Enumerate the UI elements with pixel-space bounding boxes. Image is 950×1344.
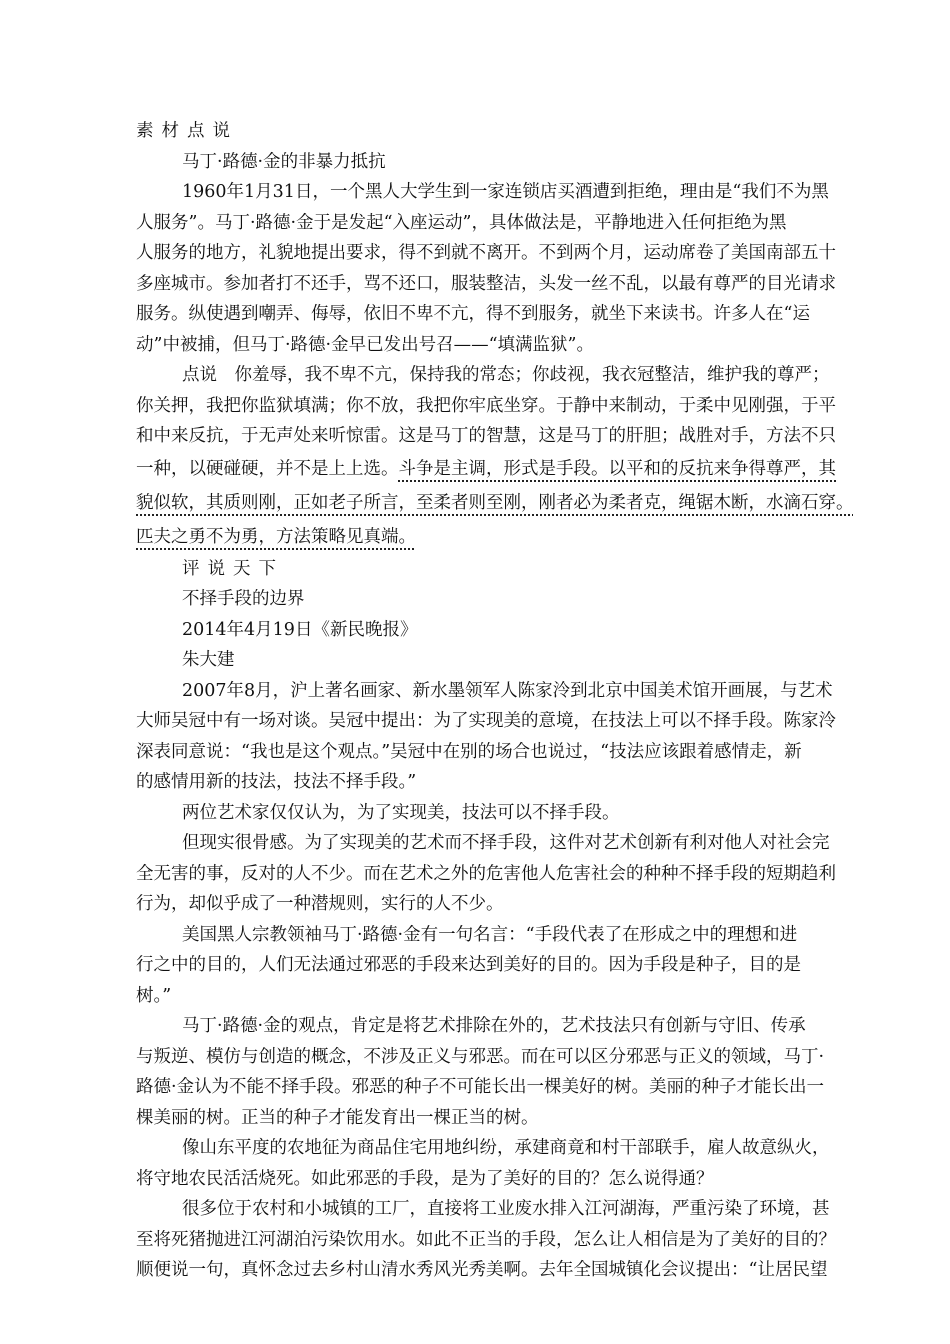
text-line: 深表同意说：“我也是这个观点。”吴冠中在别的场合也说过，“技法应该跟着感情走，新 bbox=[136, 741, 802, 762]
text-line: 美国黑人宗教领袖马丁·路德·金有一句名言：“手段代表了在形成之中的理想和进 bbox=[182, 924, 798, 945]
article-author: 朱大建 bbox=[182, 650, 235, 670]
text-line: 你关押，我把你监狱填满；你不放，我把你牢底坐穿。于静中来制动，于柔中见刚强，于平 bbox=[136, 395, 836, 416]
emphasized-text: 匹夫之勇不为勇，方法策略见真端。 bbox=[136, 526, 416, 547]
text-line: 大师吴冠中有一场对谈。吴冠中提出：为了实现美的意境，在技法上可以不择手段。陈家泠 bbox=[136, 711, 836, 731]
text-line: 1960年1月31日，一个黑人大学生到一家连锁店买酒遭到拒绝，理由是“我们不为黑 bbox=[182, 182, 829, 202]
plain-text: 一种，以硬碰硬，并不是上上选。 bbox=[136, 458, 399, 479]
text-line: 行之中的目的，人们无法通过邪恶的手段来达到美好的目的。因为手段是种子，目的是 bbox=[136, 955, 801, 975]
text-line: 两位艺术家仅仅认为，为了实现美，技法可以不择手段。 bbox=[182, 802, 620, 823]
article-paragraph bbox=[136, 1011, 826, 1133]
text-line: 的感情用新的技法，技法不择手段。” bbox=[136, 772, 417, 792]
text-line: 多座城市。参加者打不还手，骂不还口，服装整洁，头发一丝不乱，以最有尊严的目光请求 bbox=[136, 273, 836, 294]
article-paragraph bbox=[136, 798, 826, 829]
text-line: 很多位于农村和小城镇的工厂，直接将工业废水排入江河湖海，严重污染了环境，甚 bbox=[182, 1199, 830, 1219]
text-line: 树。” bbox=[136, 985, 172, 1006]
text-line: 人服务的地方，礼貌地提出要求，得不到就不离开。不到两个月，运动席卷了美国南部五十 bbox=[136, 243, 836, 263]
text-line: 人服务”。马丁·路德·金于是发起“入座运动”，具体做法是，平静地进入任何拒绝为黑 bbox=[136, 212, 787, 233]
text-line: 全无害的事，反对的人不少。而在艺术之外的危害他人危害社会的种种不择手段的短期趋利 bbox=[136, 863, 836, 884]
text-line: 动”中被捕，但马丁·路德·金早已发出号召——“填满监狱”。 bbox=[136, 334, 594, 355]
text-line: 2007年8月，沪上著名画家、新水墨领军人陈家泠到北京中国美术馆开画展，与艺术 bbox=[182, 680, 833, 701]
section-heading-commentary: 评说天下 bbox=[182, 558, 284, 579]
comment-paragraph bbox=[136, 360, 854, 554]
text-line: 顺便说一句，真怀念过去乡村山清水秀风光秀美啊。去年全国城镇化会议提出：“让居民望 bbox=[136, 1260, 828, 1280]
document-page bbox=[136, 116, 854, 1286]
text-line: 将守地农民活活烧死。如此邪恶的手段，是为了美好的目的？怎么说得通？ bbox=[136, 1168, 714, 1189]
section-heading-material: 素材点说 bbox=[136, 121, 238, 141]
emphasized-text: 貌似软，其质则刚，正如老子所言，至柔者则至刚，刚者必为柔者克，绳锯木断，水滴石穿。 bbox=[136, 492, 854, 513]
article-paragraph bbox=[136, 676, 836, 798]
article-paragraph bbox=[136, 920, 826, 1012]
article-title: 不择手段的边界 bbox=[182, 589, 305, 609]
text-line bbox=[136, 452, 836, 486]
text-line: 行为，却似乎成了一种潜规则，实行的人不少。 bbox=[136, 894, 504, 914]
text-line: 点说 你羞辱，我不卑不亢，保持我的常态；你歧视，我衣冠整洁，维护我的尊严； bbox=[182, 365, 830, 385]
text-line: 服务。纵使遇到嘲弄、侮辱，依旧不卑不亢，得不到服务，就坐下来读书。许多人在“运 bbox=[136, 304, 810, 324]
material-paragraph bbox=[136, 177, 836, 360]
emphasized-text: 斗争是主调，形式是手段。以平和的反抗来争得尊严，其 bbox=[398, 458, 836, 479]
text-line: 和中来反抗，于无声处来听惊雷。这是马丁的智慧，这是马丁的肝胆；战胜对手，方法不只 bbox=[136, 426, 836, 446]
text-line: 棵美丽的树。正当的种子才能发育出一棵正当的树。 bbox=[136, 1107, 539, 1128]
article-paragraph bbox=[136, 828, 836, 920]
text-line: 路德·金认为不能不择手段。邪恶的种子不可能长出一棵美好的树。美丽的种子才能长出一 bbox=[136, 1077, 825, 1097]
material-title: 马丁·路德·金的非暴力抵抗 bbox=[182, 151, 386, 172]
text-line: 但现实很骨感。为了实现美的艺术而不择手段，这件对艺术创新有利对他人对社会完 bbox=[182, 833, 830, 853]
article-paragraph bbox=[136, 1194, 836, 1286]
text-line bbox=[136, 486, 854, 520]
text-line: 与叛逆、模仿与创造的概念，不涉及正义与邪恶。而在可以区分邪恶与正义的领域，马丁· bbox=[136, 1046, 825, 1067]
article-source: 2014年4月19日《新民晚报》 bbox=[182, 619, 418, 640]
text-line: 至将死猪抛进江河湖泊污染饮用水。如此不正当的手段，怎么让人相信是为了美好的目的？ bbox=[136, 1229, 836, 1250]
text-line: 像山东平度的农地征为商品住宅用地纠纷，承建商竟和村干部联手，雇人故意纵火， bbox=[182, 1138, 830, 1158]
text-line bbox=[136, 520, 826, 554]
article-paragraph bbox=[136, 1133, 830, 1194]
text-line: 马丁·路德·金的观点，肯定是将艺术排除在外的，艺术技法只有创新与守旧、传承 bbox=[182, 1016, 806, 1036]
